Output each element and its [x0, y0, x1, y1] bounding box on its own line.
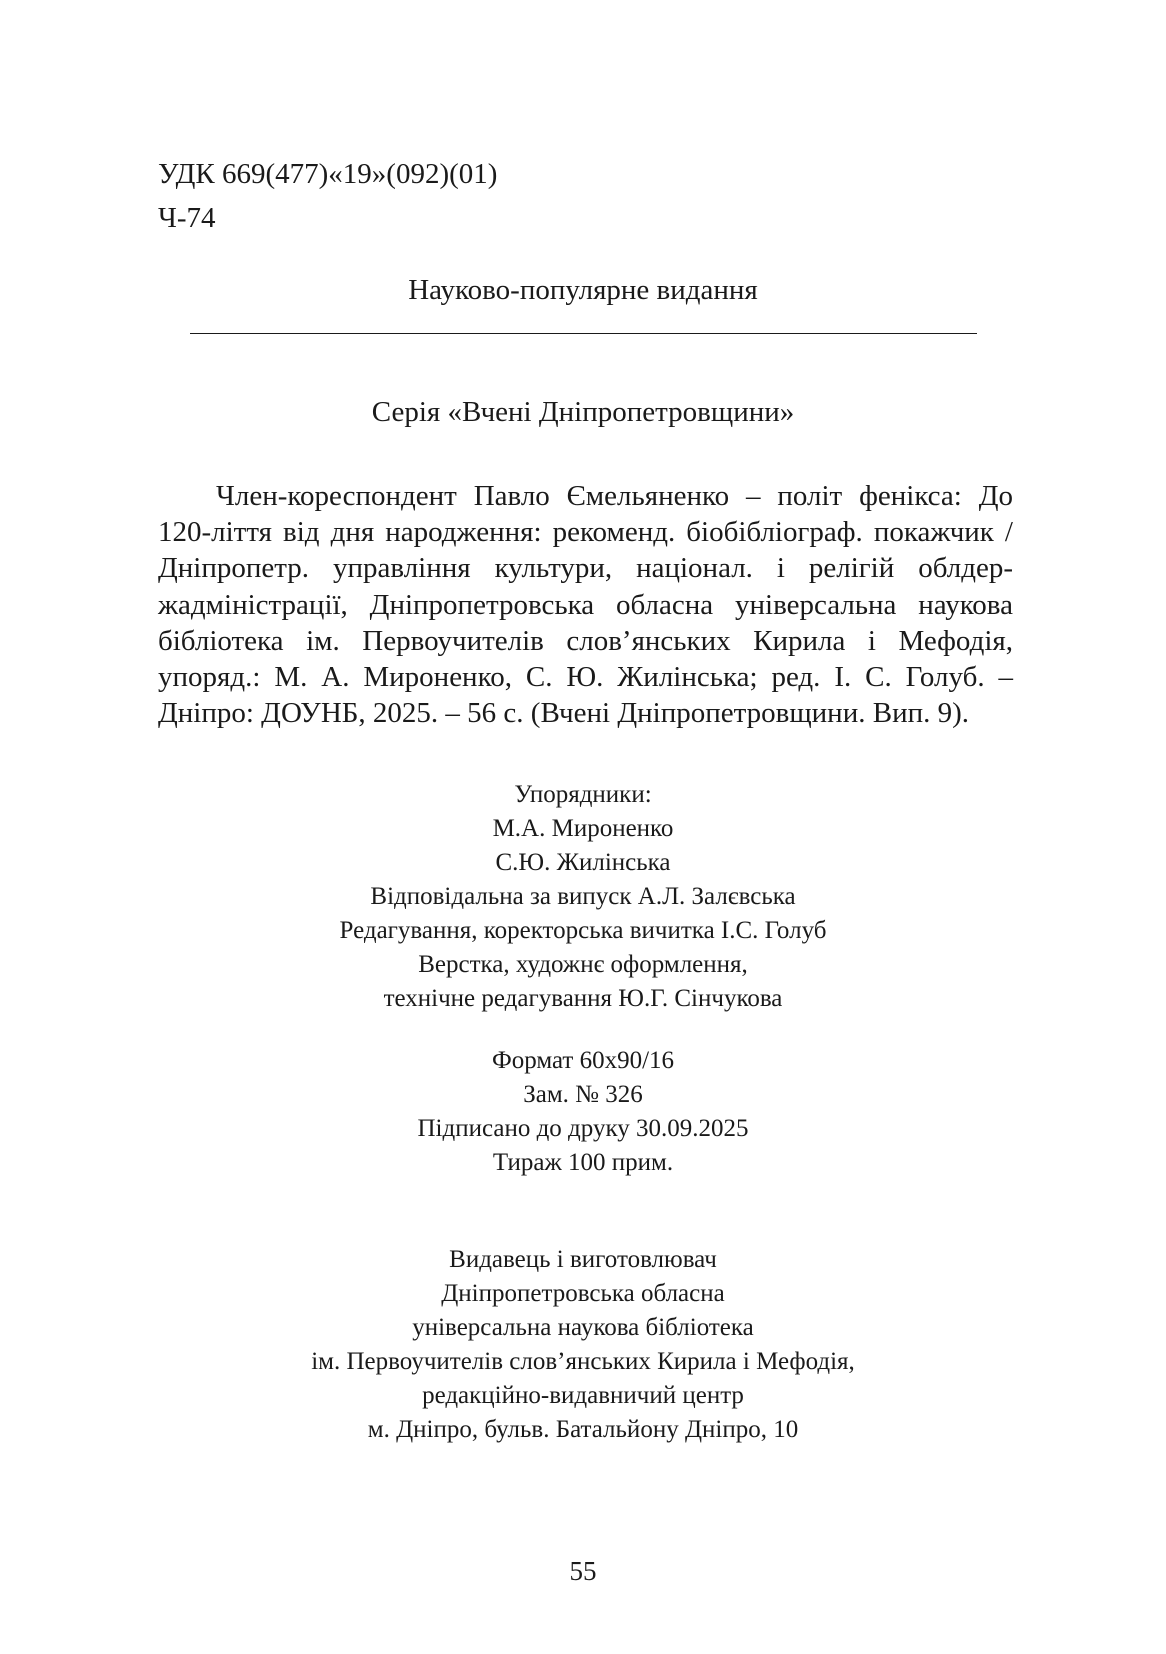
credits-line: Відповідальна за випуск А.Л. Залєвська — [370, 883, 796, 910]
publisher-line: редакційно-видавничий центр — [422, 1382, 744, 1409]
publisher-line: універсальна наукова бібліотека — [412, 1314, 754, 1341]
credits-line: Редагування, коректорська вичитка І.С. Голуб — [339, 917, 827, 944]
credits-line: технічне редагування Ю.Г. Сінчукова — [383, 985, 783, 1012]
credits-line: М.А. Мироненко — [492, 815, 674, 842]
credits-line: Упорядники: — [514, 781, 652, 808]
credits-block — [0, 778, 1166, 1016]
publisher-line: м. Дніпро, бульв. Батальйону Дніпро, 10 — [367, 1416, 799, 1443]
udk-code: УДК 669(477)«19»(092)(01) — [158, 158, 498, 190]
author-index: Ч-74 — [158, 202, 216, 234]
bibliographic-description: Член-кореспондент Павло Ємельяненко – політ фенікса: До 120-ліття від дня народження: рекоменд. біобібліограф. покажчик / Дніпропетр. управління культури, націонал. і релігій облдер-жадміністрації, Дніпропетровська обласна універсальна наукова бібліотека ім. Первоучителів слов’янських Кирила і Мефодія, упоряд.: М. А. Мироненко, С. Ю. Жилінська; ред. І. С. Голуб. – Дніпро: ДОУНБ, 2025. – 56 с. (Вчені Дніпропетровщини. Вип. 9). — [158, 480, 1013, 730]
print-info-line: Формат 60х90/16 — [491, 1047, 675, 1074]
print-info-line: Тираж 100 прим. — [492, 1149, 674, 1176]
udk-block — [158, 152, 497, 240]
print-info-line: Підписано до друку 30.09.2025 — [417, 1115, 749, 1142]
publisher-line: ім. Первоучителів слов’янських Кирила і Мефодія, — [311, 1348, 855, 1375]
horizontal-divider — [190, 333, 977, 334]
print-info-block — [0, 1044, 1166, 1180]
page-number: 55 — [569, 1556, 597, 1586]
publisher-block — [0, 1243, 1166, 1447]
credits-line: Верстка, художнє оформлення, — [418, 951, 748, 978]
series-title: Серія «Вчені Дніпропетровщини» — [371, 396, 795, 428]
publisher-line: Видавець і виготовлювач — [449, 1246, 717, 1273]
print-info-line: Зам. № 326 — [523, 1081, 643, 1108]
publisher-line: Дніпропетровська обласна — [441, 1280, 725, 1307]
edition-type: Науково-популярне видання — [408, 274, 758, 306]
credits-line: С.Ю. Жилінська — [495, 849, 671, 876]
